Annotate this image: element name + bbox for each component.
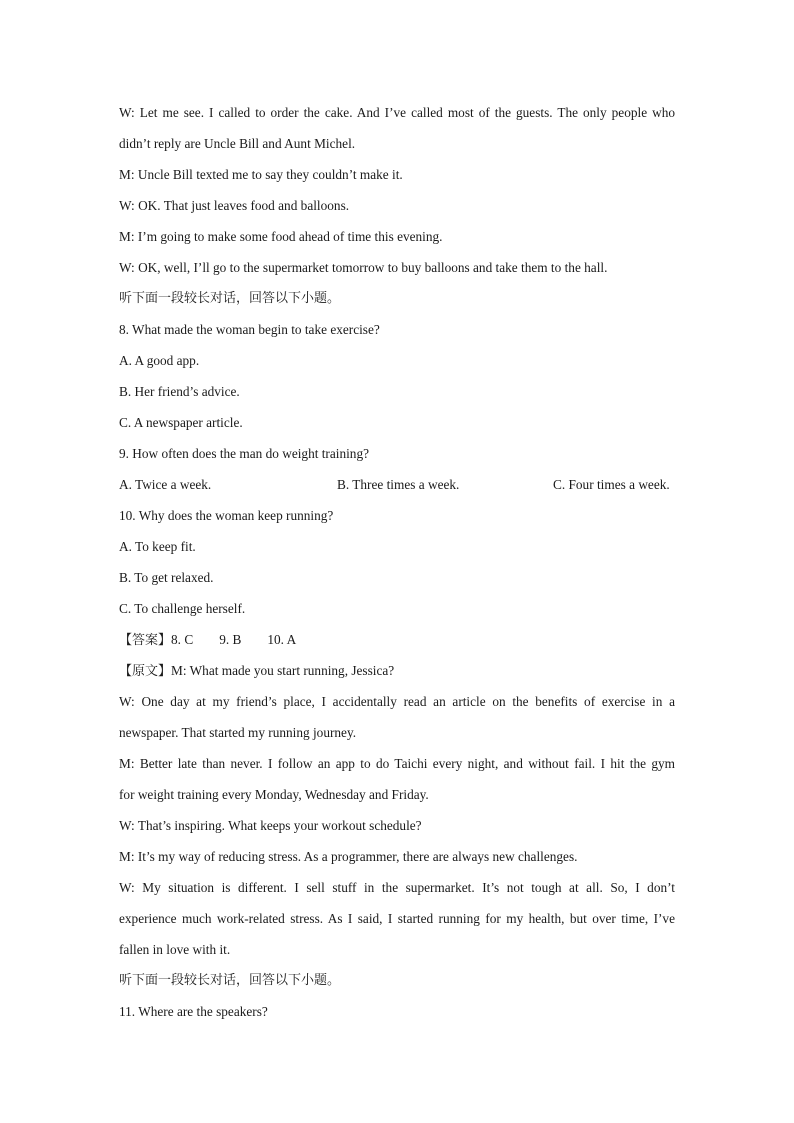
dialogue-line: didn’t reply are Uncle Bill and Aunt Michel. <box>119 136 356 151</box>
dialogue-line: M: Uncle Bill texted me to say they couldn’t make it. <box>119 167 403 182</box>
script-line: M: It’s my way of reducing stress. As a programmer, there are always new challenges. <box>119 849 578 864</box>
dialogue-line: W: OK, well, I’ll go to the supermarket tomorrow to buy balloons and take them to the hall. <box>119 260 608 275</box>
question-11: 11. Where are the speakers? <box>119 1004 268 1019</box>
question-9: 9. How often does the man do weight training? <box>119 446 369 461</box>
option-10c: C. To challenge herself. <box>119 601 246 616</box>
option-8a: A. A good app. <box>119 353 200 368</box>
answer-10: 10. A <box>267 632 297 647</box>
script-line: W: One day at my friend’s place, I accidentally read an article on the benefits of exercise in a <box>119 694 675 709</box>
question-8: 8. What made the woman begin to take exercise? <box>119 322 380 337</box>
script-line: newspaper. That started my running journey. <box>119 725 357 740</box>
script-line: experience much work-related stress. As I said, I started running for my health, but over time, I’ve <box>119 911 675 926</box>
option-8b: B. Her friend’s advice. <box>119 384 240 399</box>
option-10a: A. To keep fit. <box>119 539 196 554</box>
script-line: fallen in love with it. <box>119 942 231 957</box>
option-8c: C. A newspaper article. <box>119 415 243 430</box>
option-9b: B. Three times a week. <box>337 477 460 492</box>
dialogue-line: W: Let me see. I called to order the cake. And I’ve called most of the guests. The only people who <box>119 105 675 120</box>
document-page <box>119 97 675 1027</box>
script-text: M: What made you start running, Jessica? <box>171 663 395 678</box>
script-line: M: Better late than never. I follow an app to do Taichi every night, and without fail. I hit the gym <box>119 756 675 771</box>
answer-line <box>119 624 675 655</box>
script-line: W: That’s inspiring. What keeps your workout schedule? <box>119 818 422 833</box>
options-9 <box>119 469 675 500</box>
script-line: for weight training every Monday, Wednesday and Friday. <box>119 787 429 802</box>
question-10: 10. Why does the woman keep running? <box>119 508 334 523</box>
dialogue-line: M: I’m going to make some food ahead of time this evening. <box>119 229 443 244</box>
answer-label: 【答案】 <box>119 633 172 648</box>
answer-9: 9. B <box>219 632 242 647</box>
section-instruction: 听下面一段较长对话，回答以下小题。 <box>119 973 341 988</box>
option-9c: C. Four times a week. <box>553 477 670 492</box>
section-instruction: 听下面一段较长对话，回答以下小题。 <box>119 291 341 306</box>
script-label: 【原文】 <box>119 664 172 679</box>
option-9a: A. Twice a week. <box>119 477 212 492</box>
option-10b: B. To get relaxed. <box>119 570 214 585</box>
script-line: W: My situation is different. I sell stuff in the supermarket. It’s not tough at all. So, I don’t <box>119 880 675 895</box>
answer-8: 8. C <box>171 632 194 647</box>
script-line <box>119 655 675 686</box>
dialogue-line: W: OK. That just leaves food and balloons. <box>119 198 350 213</box>
